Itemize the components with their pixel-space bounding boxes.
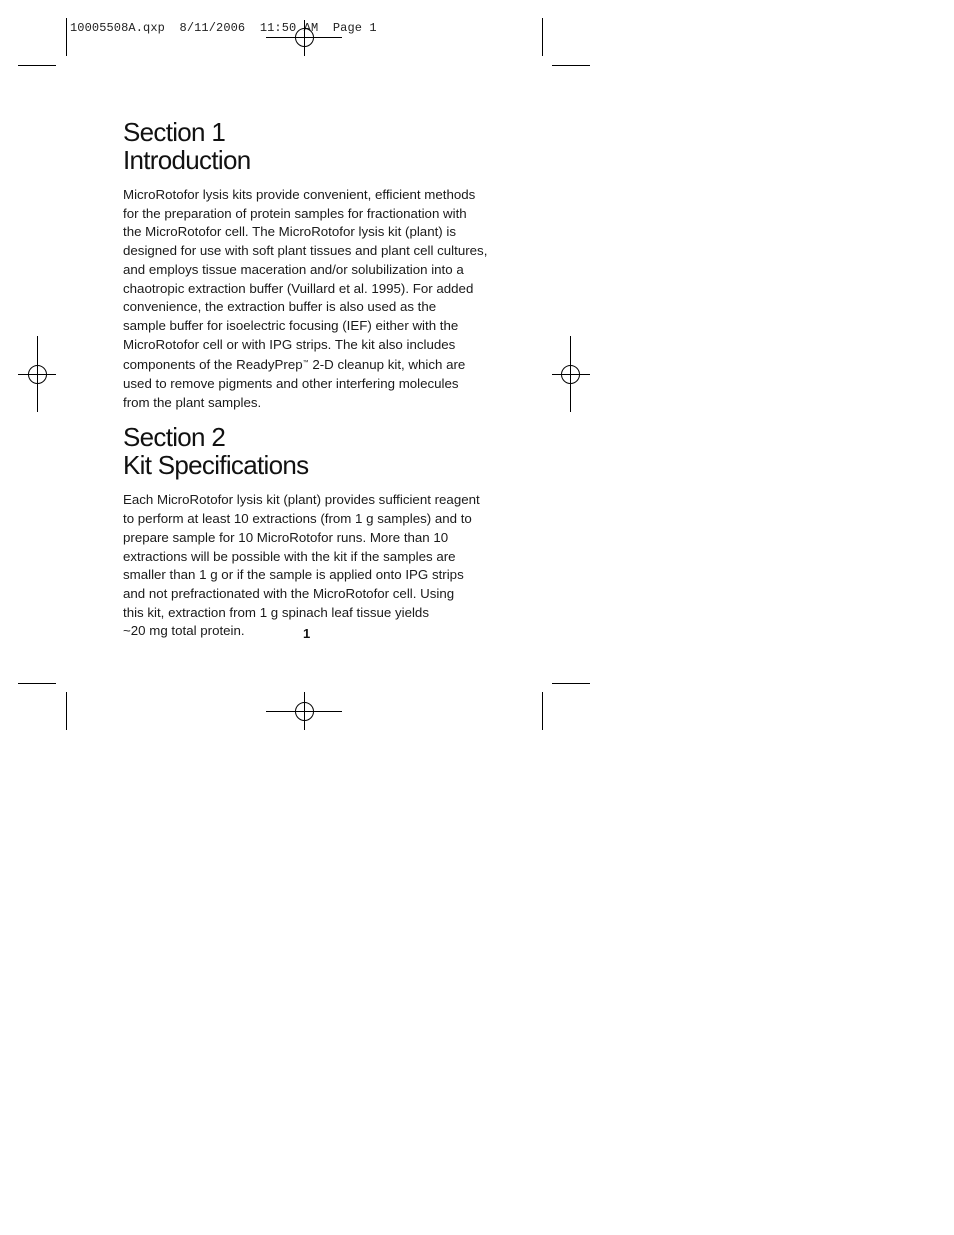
line-text-before: components of the ReadyPrep [123, 357, 303, 373]
line-text-after: 2-D cleanup kit, which are [308, 357, 466, 373]
paragraph-line: MicroRotofor cell or with IPG strips. The kit also includes [123, 336, 456, 352]
paragraph-line: ~20 mg total protein. [123, 623, 245, 639]
paragraph-line: chaotropic extraction buffer (Vuillard et al. 1995). For added [123, 280, 474, 296]
registration-mark-top [266, 20, 342, 56]
page-number: 1 [303, 626, 311, 641]
print-slug: 10005508A.qxp 8/11/2006 11:50 AM Page 1 [70, 21, 377, 35]
section-1-number: Section 1 [123, 117, 226, 147]
paragraph-line: extractions will be possible with the kit if the samples are [123, 548, 456, 564]
paragraph-line: designed for use with soft plant tissues and plant cell cultures, [123, 243, 488, 259]
section-2-paragraph [123, 491, 493, 641]
registration-mark-left [18, 336, 56, 412]
paragraph-line-trademark [123, 354, 493, 375]
paragraph-line: smaller than 1 g or if the sample is applied onto IPG strips [123, 567, 464, 583]
section-2-heading [123, 423, 493, 479]
registration-mark-right [552, 336, 590, 412]
trademark-symbol: ™ [302, 360, 309, 367]
paragraph-line: from the plant samples. [123, 394, 262, 410]
section-2-title: Kit Specifications [123, 450, 309, 481]
paragraph-line: convenience, the extraction buffer is also used as the [123, 299, 437, 315]
paragraph-line: sample buffer for isoelectric focusing (IEF) either with the [123, 317, 459, 333]
paragraph-line: MicroRotofor lysis kits provide convenient, efficient methods [123, 187, 476, 202]
section-2-number: Section 2 [123, 422, 226, 453]
paragraph-line: to perform at least 10 extractions (from 1 g samples) and to [123, 511, 472, 527]
paragraph-line: Each MicroRotofor lysis kit (plant) provides sufficient reagent [123, 492, 480, 508]
section-1-paragraph [123, 186, 493, 412]
paragraph-line: the MicroRotofor cell. The MicroRotofor lysis kit (plant) is [123, 224, 457, 240]
paragraph-line: and not prefractionated with the MicroRotofor cell. Using [123, 585, 455, 601]
paragraph-line: and employs tissue maceration and/or solubilization into a [123, 261, 464, 277]
paragraph-line: for the preparation of protein samples for fractionation with [123, 205, 467, 221]
paragraph-line: used to remove pigments and other interfering molecules [123, 376, 459, 392]
paragraph-line: this kit, extraction from 1 g spinach leaf tissue yields [123, 604, 429, 620]
page-content [123, 118, 493, 641]
section-1-heading [123, 118, 493, 174]
section-1-title: Introduction [123, 145, 251, 175]
registration-mark-bottom [266, 692, 342, 730]
paragraph-line: prepare sample for 10 MicroRotofor runs. More than 10 [123, 529, 449, 545]
